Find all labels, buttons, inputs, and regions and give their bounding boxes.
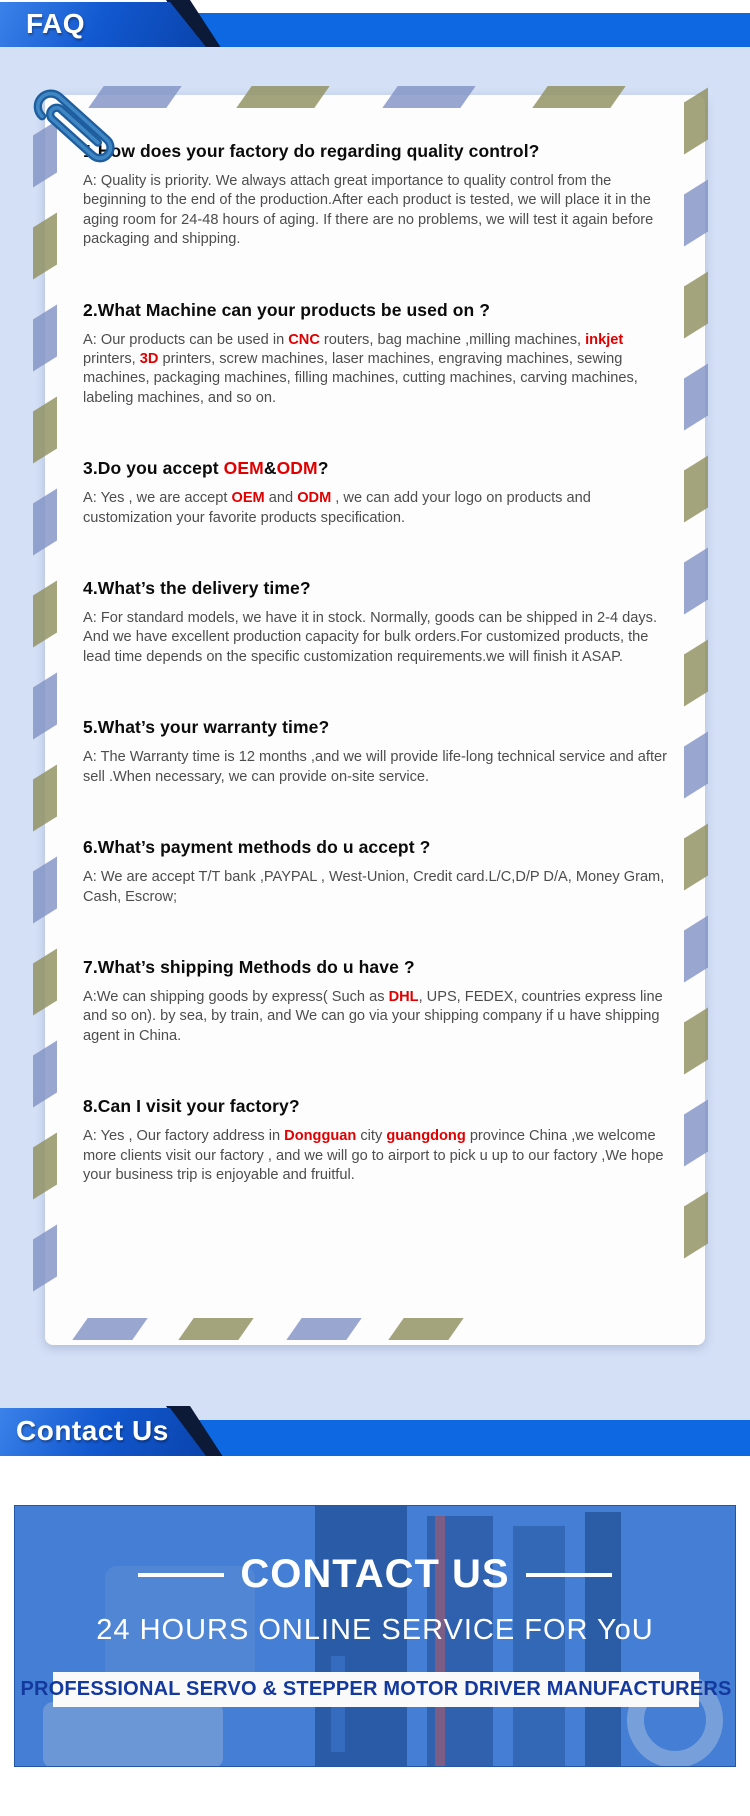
faq-answer: A: The Warranty time is 12 months ,and we will provide life-long technical service and after sell .When necessary, we can provide on-site service. xyxy=(83,749,668,785)
faq-item xyxy=(83,837,670,907)
faq-item xyxy=(83,141,670,250)
faq-item xyxy=(83,300,670,409)
faq-question: 6.What’s payment methods do u accept ? xyxy=(83,837,431,858)
faq-header-bar xyxy=(0,0,750,47)
faq-item xyxy=(83,1096,670,1185)
faq-question: 2.What Machine can your products be used on ? xyxy=(83,299,491,320)
faq-item xyxy=(83,957,670,1046)
contact-header-blue-bar xyxy=(168,1420,750,1456)
faq-answer: A: For standard models, we have it in stock. Normally, goods can be shipped in 2-4 days. And we have excellent production capacity for bulk orders.For customized products, the lead time depends on the specific customization requirements.we will finish it ASAP. xyxy=(83,610,658,665)
faq-header-title: FAQ xyxy=(26,7,86,39)
faq-question: 5.What’s your warranty time? xyxy=(83,717,330,738)
faq-answer: A: We are accept T/T bank ,PAYPAL , West-Union, Credit card.L/C,D/P D/A, Money Gram, Cash, Escrow; xyxy=(83,869,665,905)
banner-title: CONTACT US xyxy=(240,1552,510,1596)
faq-header-blue-bar xyxy=(168,13,750,47)
faq-answer: A: Our products can be used in CNC routers, bag machine ,milling machines, inkjet printers, 3D printers, screw machines, laser machines, engraving machines, sewing machines, packaging machines, filling machines, cutting machines, carving machines, labeling machines, and so on. xyxy=(83,331,638,406)
faq-question: 3.Do you accept OEM&ODM? xyxy=(83,458,329,479)
title-dash-right xyxy=(526,1573,612,1577)
faq-question: 8.Can I visit your factory? xyxy=(83,1096,300,1117)
banner-title-row xyxy=(15,1552,735,1597)
title-dash-left xyxy=(138,1573,224,1577)
faq-item xyxy=(83,578,670,667)
faq-answer: A: Yes , Our factory address in Dongguan city guangdong province China ,we welcome more clients visit our factory , and we will go to airport to pick u up to our factory ,We hope your business trip is enjoyable and fruitful. xyxy=(83,1128,664,1183)
banner-strip-text: PROFESSIONAL SERVO & STEPPER MOTOR DRIVER MANUFACTURERS xyxy=(20,1678,732,1700)
faq-answer: A:We can shipping goods by express( Such as DHL, UPS, FEDEX, countries express line and so on). by sea, by train, and We can go via your shipping company if u have shipping agent in China. xyxy=(83,988,663,1044)
faq-question: 4.What’s the delivery time? xyxy=(83,578,311,599)
contact-header-title: Contact Us xyxy=(16,1415,169,1446)
faq-answer: A: Yes , we are accept OEM and ODM , we can add your logo on products and customization your favorite products specification. xyxy=(83,490,591,526)
faq-item xyxy=(83,717,670,787)
banner-strip xyxy=(20,1672,732,1707)
banner-subtitle: 24 HOURS ONLINE SERVICE FOR YoU xyxy=(96,1614,654,1646)
faq-question: 1.How does your factory do regarding quality control? xyxy=(83,141,540,161)
faq-question: 7.What’s shipping Methods do u have ? xyxy=(83,956,415,977)
paperclip-icon xyxy=(22,62,132,192)
faq-list xyxy=(45,95,705,1235)
faq-answer: A: Quality is priority. We always attach great importance to quality control from the beginning to the end of the production.After each product is tested, we will place it in the aging room for 24-48 hours of aging. If there are no problems, we will test it again before packaging and shipping. xyxy=(83,173,654,248)
faq-item xyxy=(83,458,670,528)
contact-banner xyxy=(14,1505,736,1767)
contact-header-bar xyxy=(0,1406,750,1456)
